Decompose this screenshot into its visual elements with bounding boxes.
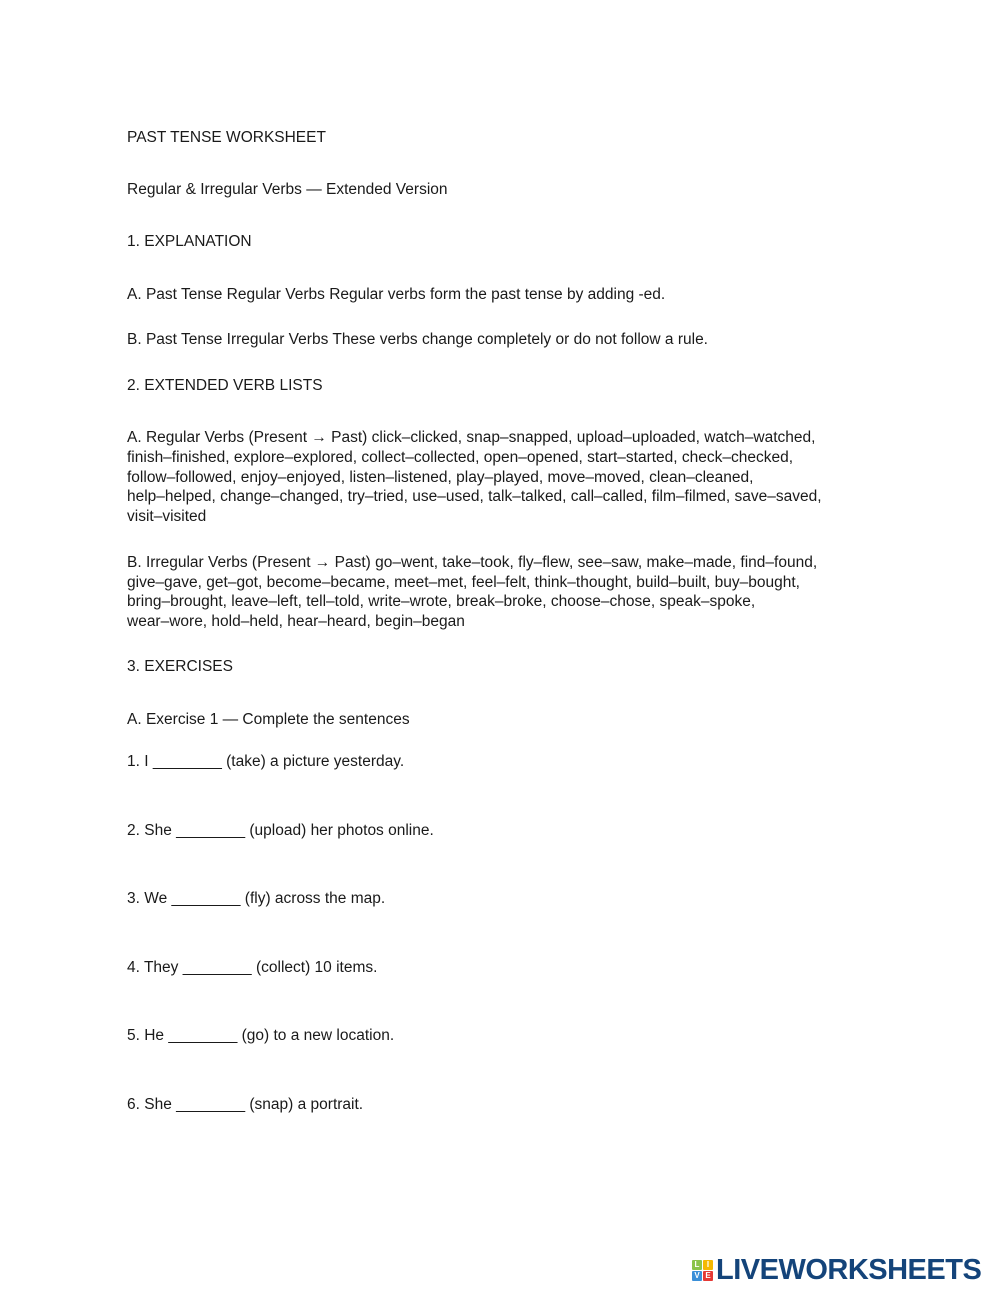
exercise-item-6: 6. She ________ (snap) a portrait. bbox=[127, 1096, 364, 1113]
liveworksheets-logo bbox=[692, 1255, 981, 1285]
irregular-verbs-line: give–gave, get–got, become–became, meet–met, feel–felt, think–thought, build–built, buy–bought, bbox=[127, 574, 800, 591]
section-heading-exercises: 3. EXERCISES bbox=[127, 658, 233, 675]
irregular-verbs-line: wear–wore, hold–held, hear–heard, begin–began bbox=[127, 613, 465, 630]
exercise-title: A. Exercise 1 — Complete the sentences bbox=[127, 711, 410, 728]
logo-cube-letter: V bbox=[692, 1271, 702, 1281]
section-heading-verb-lists: 2. EXTENDED VERB LISTS bbox=[127, 377, 323, 394]
logo-cube-letter: I bbox=[703, 1260, 713, 1270]
worksheet-subtitle: Regular & Irregular Verbs — Extended Version bbox=[127, 181, 448, 198]
irregular-verbs-line: B. Irregular Verbs (Present → Past) go–went, take–took, fly–flew, see–saw, make–made, find–found, bbox=[127, 554, 818, 571]
exercise-item-3: 3. We ________ (fly) across the map. bbox=[127, 890, 386, 907]
worksheet-title: PAST TENSE WORKSHEET bbox=[127, 129, 326, 146]
exercise-item-2: 2. She ________ (upload) her photos online. bbox=[127, 822, 434, 839]
section-heading-explanation: 1. EXPLANATION bbox=[127, 233, 252, 250]
exercise-item-4: 4. They ________ (collect) 10 items. bbox=[127, 959, 378, 976]
logo-cube-letter: E bbox=[703, 1271, 713, 1281]
exercise-item-5: 5. He ________ (go) to a new location. bbox=[127, 1027, 395, 1044]
explanation-irregular: B. Past Tense Irregular Verbs These verbs change completely or do not follow a rule. bbox=[127, 331, 708, 348]
irregular-verbs-line: bring–brought, leave–left, tell–told, write–wrote, break–broke, choose–chose, speak–spoke, bbox=[127, 593, 756, 610]
exercise-item-1: 1. I ________ (take) a picture yesterday. bbox=[127, 753, 405, 770]
logo-cube-icon bbox=[692, 1260, 713, 1281]
regular-verbs-line: A. Regular Verbs (Present → Past) click–clicked, snap–snapped, upload–uploaded, watch–watched, bbox=[127, 429, 816, 446]
explanation-regular: A. Past Tense Regular Verbs Regular verbs form the past tense by adding -ed. bbox=[127, 286, 666, 303]
regular-verbs-line: help–helped, change–changed, try–tried, use–used, talk–talked, call–called, film–filmed, save–saved, bbox=[127, 488, 822, 505]
regular-verbs-line: finish–finished, explore–explored, collect–collected, open–opened, start–started, check–checked, bbox=[127, 449, 794, 466]
logo-wordmark: LIVEWORKSHEETS bbox=[716, 1254, 982, 1286]
logo-cube-letter: L bbox=[692, 1260, 702, 1270]
regular-verbs-line: follow–followed, enjoy–enjoyed, listen–listened, play–played, move–moved, clean–cleaned, bbox=[127, 469, 754, 486]
regular-verbs-line: visit–visited bbox=[127, 508, 207, 525]
